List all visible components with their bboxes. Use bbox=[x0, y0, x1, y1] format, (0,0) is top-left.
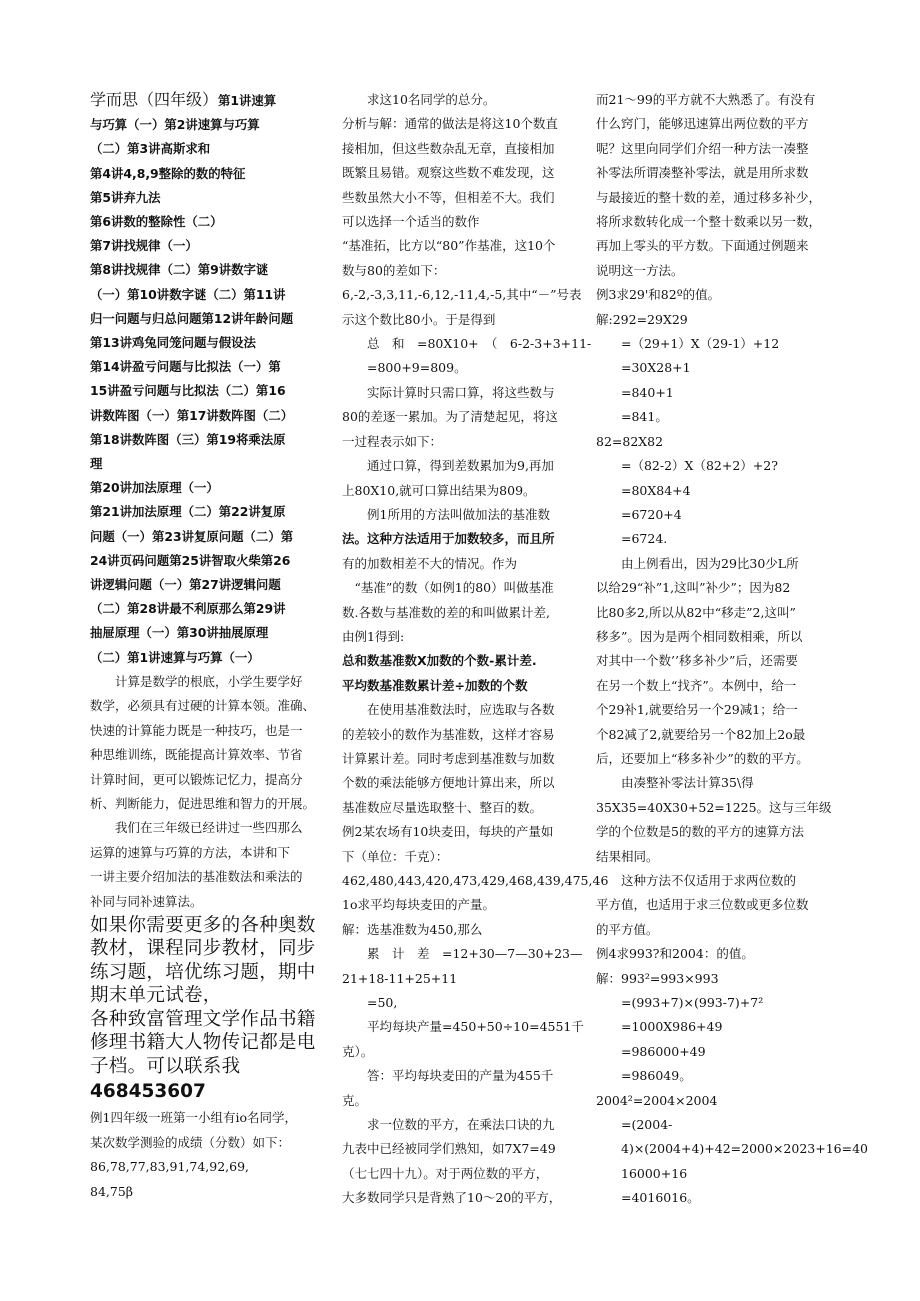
text-line: =4016016。 bbox=[596, 1190, 700, 1206]
text-line: 而21～99的平方就不大熟悉了。有没有 bbox=[596, 92, 816, 107]
text-line: 2004²=2004×2004 bbox=[596, 1092, 718, 1108]
ad-line: 练习题，培优练习题，期中 bbox=[90, 961, 316, 983]
ad-line: 修理书籍大人物传记都是电 bbox=[90, 1032, 316, 1054]
text-line: 将所求数转化成一个整十数乘以另一数， bbox=[596, 214, 822, 230]
text-line: 462,480,443,420,473,429,468,439,475,46 bbox=[342, 873, 609, 888]
intro-line: 计算时间，更可以锻炼记忆力，提高分 bbox=[90, 771, 303, 787]
text-line: “基准”的数（如例1的80）叫做基准 bbox=[342, 580, 554, 596]
text-line: 移多”。因为是两个相同数相乘，所以 bbox=[596, 628, 803, 644]
text-line: =1000X986+49 bbox=[596, 1019, 723, 1035]
intro-line: 我们在三年级已经讲过一些四那么 bbox=[90, 820, 303, 836]
toc-line: 第21讲加法原理（二）第22讲复原 bbox=[90, 504, 286, 520]
formula-line: 平均数基准数累计差÷加数的个数 bbox=[342, 677, 528, 693]
intro-line: 数学，必须具有过硬的计算本领。准确、 bbox=[90, 698, 316, 714]
text-line: 个数的乘法能够方便地计算出来，所以 bbox=[342, 775, 555, 791]
text-line: 与最接近的整十数的差，通过移多补少， bbox=[596, 189, 822, 205]
text-line: =（29+1）X（29-1）+12 bbox=[596, 336, 780, 352]
text-line: 些数虽然大小不等，但相差不大。我们 bbox=[342, 189, 555, 205]
example-line: 84,75β bbox=[90, 1183, 134, 1199]
text-line: 6,-2,-3,3,11,-6,12,-11,4,-5,其中“－”号表 bbox=[342, 287, 582, 303]
text-line: 解:292=29X29 bbox=[596, 311, 688, 327]
intro-line: 补同与同补速算法。 bbox=[90, 893, 203, 909]
example-line: 某次数学测验的成绩（分数）如下： bbox=[90, 1134, 291, 1150]
toc-first-line bbox=[90, 88, 318, 113]
text-line: 再加上零头的平方数。下面通过例题来 bbox=[596, 238, 809, 254]
column-left bbox=[90, 88, 318, 1204]
text-line: 数与80的差如下： bbox=[342, 262, 446, 278]
text-line: 由例1得到: bbox=[342, 628, 405, 644]
text-line: 平方值，也适用于求三位数或更多位数 bbox=[596, 897, 809, 913]
text-line: =800+9=809。 bbox=[342, 360, 467, 376]
text-line: 例4求993?和2004：的值。 bbox=[596, 946, 754, 962]
text-line: 例1所用的方法叫做加法的基准数 bbox=[342, 506, 550, 522]
text-line: 例3求29'和82º的值。 bbox=[596, 287, 721, 303]
text-line: 后，还要加上“移多补少”的数的平方。 bbox=[596, 750, 809, 766]
text-line: 以给29“补”1,这叫”补少”；因为82 bbox=[596, 580, 791, 596]
text-line: =50, bbox=[342, 995, 398, 1011]
text-line: 答：平均每块麦田的产量为455千 bbox=[342, 1068, 554, 1084]
text-line: 总 和 =80X10+ （ 6-2-3+3+11- bbox=[342, 336, 592, 352]
text-line: 呢？这里向同学们介绍一种方法一凑整 bbox=[596, 140, 809, 156]
text-line: =（82-2）X（82+2）+2? bbox=[596, 458, 778, 474]
text-line: =80X84+4 bbox=[596, 482, 691, 498]
text-line: 这种方法不仅适用于求两位数的 bbox=[596, 873, 797, 888]
text-line: 什么窍门，能够迅速算出两位数的平方 bbox=[596, 116, 809, 132]
text-line: 法。这种方法适用于加数较多，而且所 bbox=[342, 531, 555, 547]
toc-line: 第6讲数的整除性（二） bbox=[90, 214, 223, 230]
text-line: =840+1 bbox=[596, 384, 674, 400]
toc-line: 问题（一）第23讲复原问题（二）第 bbox=[90, 528, 294, 544]
text-line: =6724. bbox=[596, 531, 668, 547]
text-line: 的差较小的数作为基准数，这样才容易 bbox=[342, 726, 555, 742]
doc-title: 学而思（四年级） bbox=[90, 90, 219, 109]
ad-line: 各种致富管理文学作品书籍 bbox=[90, 1008, 316, 1030]
toc-line: （二）第28讲最不利原那么第29讲 bbox=[90, 601, 286, 617]
text-line: （七七四十九）。对于两位数的平方， bbox=[342, 1165, 549, 1181]
text-line: 结果相同。 bbox=[596, 848, 659, 864]
intro-line: 一讲主要介绍加法的基准数法和乘法的 bbox=[90, 869, 303, 885]
toc-line: 讲数阵图（一）第17讲数阵图（二） bbox=[90, 407, 294, 423]
text-line: 21+18-11+25+11 bbox=[342, 970, 458, 986]
text-line: 有的加数相差不大的情况。作为 bbox=[342, 555, 518, 571]
text-line: 数.各数与基准数的差的和叫做累计差, bbox=[342, 604, 550, 620]
text-line: 求这10名同学的总分。 bbox=[342, 92, 496, 107]
toc-line: 与巧算（一）第2讲速算与巧算 bbox=[90, 117, 260, 133]
text-line: =986000+49 bbox=[596, 1043, 706, 1059]
toc-line: 第8讲找规律（二）第9讲数字谜 bbox=[90, 262, 269, 278]
text-line: 的平方值。 bbox=[596, 921, 659, 937]
text-line: 个82减了2,就要给另一个82加上2o最 bbox=[596, 726, 806, 742]
text-line: 计算累计差。同时考虑到基准数与加数 bbox=[342, 750, 555, 766]
text-line: =(2004- bbox=[596, 1117, 673, 1133]
toc-line: 第18讲数阵图（三）第19将乘法原 bbox=[90, 431, 286, 447]
intro-line: 析、判断能力，促进思维和智力的开展。 bbox=[90, 795, 316, 811]
text-line: =(993+7)×(993-7)+7² bbox=[596, 995, 764, 1011]
text-line: 补零法所谓凑整补零法，就是用所求数 bbox=[596, 165, 809, 181]
intro-line: 快速的计算能力既是一种技巧，也是一 bbox=[90, 722, 303, 738]
toc-line: （二）第3讲高斯求和 bbox=[90, 141, 211, 157]
text-line: =6720+4 bbox=[596, 506, 682, 522]
toc-line: （二）第1讲速算与巧算（一） bbox=[90, 649, 260, 665]
text-line: 解：选基准数为450,那么 bbox=[342, 921, 483, 937]
text-line: 一过程表示如下： bbox=[342, 433, 443, 449]
text-line: 示这个数比80小。于是得到 bbox=[342, 311, 496, 327]
text-line: 上80X10,就可口算出结果为809。 bbox=[342, 482, 536, 498]
text-line: 克。 bbox=[342, 1092, 368, 1108]
text-line: 求一位数的平方，在乘法口诀的九 bbox=[342, 1117, 555, 1133]
text-line: =30X28+1 bbox=[596, 360, 691, 376]
example-line: 例1四年级一班第一小组有io名同学， bbox=[90, 1110, 297, 1126]
text-line: =986049。 bbox=[596, 1068, 692, 1084]
text-line: 4)×(2004+4)+42=2000×2023+16=40 bbox=[596, 1141, 869, 1157]
text-line: 既繁且易错。观察这些数不难发现，这 bbox=[342, 165, 555, 181]
toc-line: 第5讲弃九法 bbox=[90, 189, 161, 205]
toc-line: 第1讲速算 bbox=[218, 93, 277, 108]
toc-line: 第14讲盈亏问题与比拟法（一）第 bbox=[90, 359, 281, 375]
toc-line: 理 bbox=[90, 456, 103, 472]
intro-line: 计算是数学的根底，小学生要学好 bbox=[90, 673, 303, 689]
text-line: 解：993²=993×993 bbox=[596, 970, 719, 986]
ad-line: 期末单元试卷， bbox=[90, 985, 222, 1007]
text-line: 接相加，但这些数杂乱无章，直接相加 bbox=[342, 140, 555, 156]
example-line: 86,78,77,83,91,74,92,69, bbox=[90, 1159, 250, 1175]
text-line: 由凑整补零法计算35\得 bbox=[596, 775, 754, 791]
toc-line: 15讲盈亏问题与比拟法（二）第16 bbox=[90, 383, 286, 399]
formula-line: 总和数基准数X加数的个数-累计差. bbox=[342, 653, 537, 669]
text-line: 九表中已经被同学们熟知，如7X7=49 bbox=[342, 1141, 556, 1157]
toc-line: 第20讲加法原理（一） bbox=[90, 480, 219, 496]
text-line: 说明这一方法。 bbox=[596, 262, 684, 278]
ad-line: 教材，课程同步教材，同步 bbox=[90, 938, 316, 960]
intro-line: 种思维训练，既能提高计算效率、节省 bbox=[90, 747, 303, 763]
text-line: 比80多2,所以从82中“移走”2,这叫” bbox=[596, 604, 796, 620]
toc-line: 24讲页码问题第25讲智取火柴第26 bbox=[90, 552, 291, 568]
text-line: 35X35=40X30+52=1225。这与三年级 bbox=[596, 799, 832, 815]
text-line: 大多数同学只是背熟了10～20的平方， bbox=[342, 1190, 562, 1206]
toc-line: 第13讲鸡兔同笼问题与假设法 bbox=[90, 335, 256, 351]
column-middle bbox=[342, 88, 609, 1211]
text-line: 16000+16 bbox=[596, 1165, 688, 1181]
text-line: 在使用基准数法时，应选取与各数 bbox=[342, 702, 555, 718]
text-line: 个29补1,就要给另一个29减1；给一 bbox=[596, 702, 798, 718]
text-line: 克）。 bbox=[342, 1043, 374, 1059]
toc-line: 第7讲找规律（一） bbox=[90, 238, 198, 254]
text-line: 由上例看出，因为29比30少L所 bbox=[596, 555, 799, 571]
toc-line: 抽屉原理（一）第30讲抽展原理 bbox=[90, 625, 269, 641]
text-line: 1o求平均每块麦田的产量。 bbox=[342, 897, 495, 913]
text-line: 累 计 差 =12+30—7—30+23— bbox=[342, 946, 583, 962]
toc-line: 讲逻辑问题（一）第27讲逻辑问题 bbox=[90, 577, 281, 593]
text-line: 通过口算，得到差数累加为9,再加 bbox=[342, 458, 554, 474]
contact-number: 468453607 bbox=[90, 1081, 206, 1103]
text-line: 82=82X82 bbox=[596, 433, 664, 449]
text-line: 基准数应尽量选取整十、整百的数。 bbox=[342, 799, 543, 815]
toc-line: （一）第10讲数字谜（二）第11讲 bbox=[90, 286, 286, 302]
ad-line: 如果你需要更多的各种奥数 bbox=[90, 914, 316, 936]
text-line: 在另一个数上“找齐”。本例中，给一 bbox=[596, 677, 797, 693]
text-line: 80的差逐一累加。为了清楚起见，将这 bbox=[342, 409, 558, 425]
text-line: “基准拓，比方以“80”作基准，这10个 bbox=[342, 238, 556, 254]
column-right bbox=[596, 88, 869, 1211]
text-line: 对其中一个数’’移多补少”后，还需要 bbox=[596, 653, 798, 669]
text-line: 实际计算时只需口算，将这些数与 bbox=[342, 384, 555, 400]
text-line: 平均每块产量=450+50÷10=4551千 bbox=[342, 1019, 584, 1035]
toc-line: 归一问题与归总问题第12讲年龄问题 bbox=[90, 310, 294, 326]
ad-line: 子档。可以联系我 bbox=[90, 1055, 241, 1077]
text-line: 分析与解：通常的做法是将这10个数直 bbox=[342, 116, 558, 132]
text-line: 学的个位数是5的数的平方的速算方法 bbox=[596, 824, 804, 840]
toc-line: 第4讲4,8,9整除的数的特征 bbox=[90, 165, 246, 181]
text-line: 下（单位：千克）： bbox=[342, 848, 449, 864]
text-line: 可以选择一个适当的数作 bbox=[342, 214, 480, 230]
text-line: =841。 bbox=[596, 409, 668, 425]
text-line: 例2某农场有10块麦田，每块的产量如 bbox=[342, 824, 554, 840]
intro-line: 运算的速算与巧算的方法，本讲和下 bbox=[90, 844, 291, 860]
